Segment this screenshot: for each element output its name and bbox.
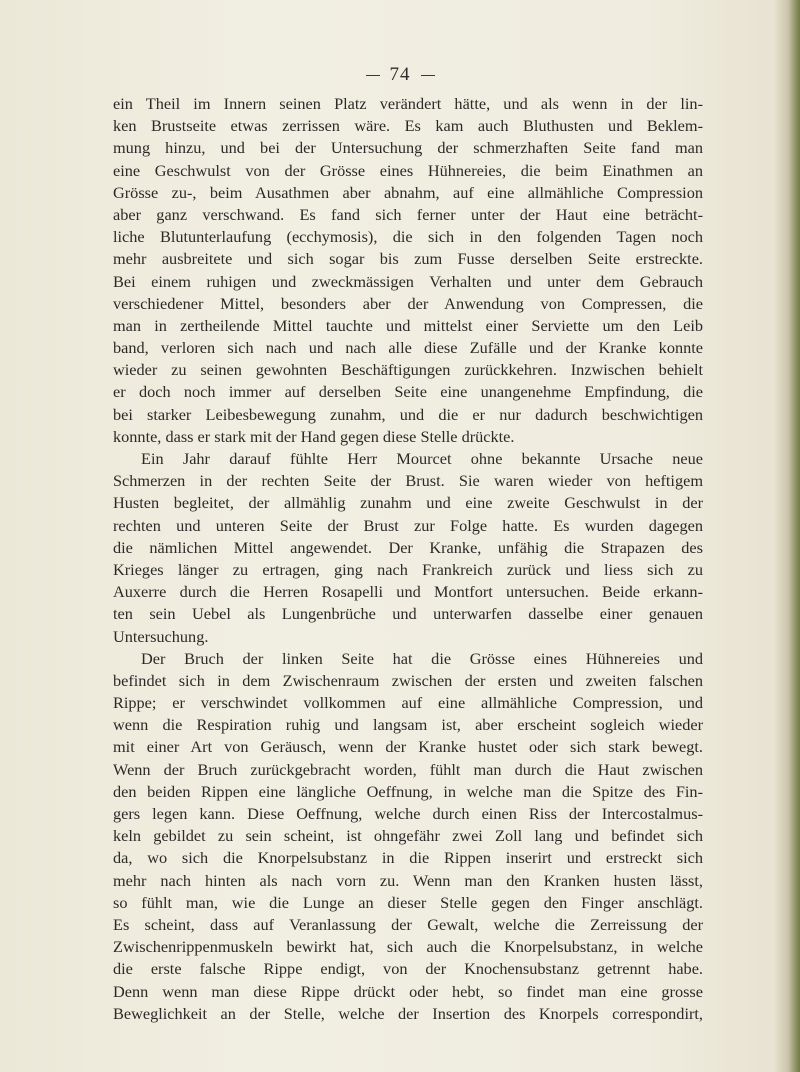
text-line: Untersuchung. (113, 626, 209, 646)
text-line: befindet sich in dem Zwischenraum zwischen der ersten und zweiten falschen (113, 670, 703, 690)
text-line: Rippe; er verschwindet vollkommen auf eine allmähliche Compression, und (113, 693, 703, 713)
text-line: band, verloren sich nach und nach alle diese Zufälle und der Kranke konnte (113, 338, 703, 358)
text-line: Bei einem ruhigen und zweckmässigen Verhalten und unter dem Gebrauch (113, 271, 703, 291)
text-line: Grösse zu-, beim Ausathmen aber abnahm, auf eine allmähliche Compression (113, 182, 703, 202)
text-line: so fühlt man, wie die Lunge an dieser Stelle gegen den Finger anschlägt. (113, 892, 703, 912)
text-line: rechten und unteren Seite der Brust zur Folge hatte. Es wurden dagegen (113, 515, 703, 535)
text-line: Der Bruch der linken Seite hat die Grösse eines Hühnereies und (141, 648, 703, 668)
text-line: eine Geschwulst von der Grösse eines Hühnereies, die beim Einathmen an (113, 160, 703, 180)
text-line: keln gebildet zu sein scheint, ist ohngefähr zwei Zoll lang und befindet sich (113, 826, 703, 846)
text-line: mit einer Art von Geräusch, wenn der Kranke hustet oder sich stark bewegt. (113, 737, 703, 757)
text-line: man in zertheilende Mittel tauchte und mittelst einer Serviette um den Leib (113, 315, 703, 335)
text-line: bei starker Leibesbewegung zunahm, und die er nur dadurch beschwichtigen (113, 404, 703, 424)
text-line: Es scheint, dass auf Veranlassung der Gewalt, welche die Zerreissung der (113, 914, 703, 934)
text-line: die nämlichen Mittel angewendet. Der Kranke, unfähig die Strapazen des (113, 537, 703, 557)
text-line: Beweglichkeit an der Stelle, welche der Insertion des Knorpels correspondirt, (113, 1003, 703, 1023)
page-edge-shadow (774, 0, 800, 1072)
text-line: aber ganz verschwand. Es fand sich ferner unter der Haut eine beträcht- (113, 204, 703, 224)
text-line: die erste falsche Rippe endigt, von der Knochensubstanz getrennt habe. (113, 959, 703, 979)
text-line: da, wo sich die Knorpelsubstanz in die Rippen inserirt und erstreckt sich (113, 848, 703, 868)
text-line: konnte, dass er stark mit der Hand gegen diese Stelle drückte. (113, 426, 515, 446)
page-number-dash-right (421, 75, 435, 76)
text-line: wenn die Respiration ruhig und langsam ist, aber erscheint sogleich wieder (113, 715, 703, 735)
text-line: liche Blutunterlaufung (ecchymosis), die sich in den folgenden Tagen noch (113, 227, 703, 247)
text-line: Ein Jahr darauf fühlte Herr Mourcet ohne bekannte Ursache neue (141, 449, 703, 468)
text-line: Auxerre durch die Herren Rosapelli und Montfort untersuchen. Beide erkann- (113, 582, 703, 602)
text-line: Denn wenn man diese Rippe drückt oder hebt, so findet man eine grosse (113, 981, 703, 1001)
text-line: Zwischenrippenmuskeln bewirkt hat, sich auch die Knorpelsubstanz, in welche (113, 937, 703, 957)
text-line: den beiden Rippen eine längliche Oeffnung, in welche man die Spitze des Fin- (113, 781, 703, 801)
text-line: mehr ausbreitete und sich sogar bis zum Fusse derselben Seite erstreckte. (113, 249, 703, 269)
text-line: ken Brustseite etwas zerrissen wäre. Es kam auch Bluthusten und Beklem- (113, 116, 703, 136)
page-number-value: 74 (389, 64, 411, 85)
text-line: ein Theil im Innern seinen Platz verändert hätte, und als wenn in der lin- (113, 94, 703, 113)
text-line: Schmerzen in der rechten Seite der Brust. Sie waren wieder von heftigem (113, 471, 703, 491)
text-line: Husten begleitet, der allmählig zunahm und eine zweite Geschwulst in der (113, 493, 703, 513)
text-line: Krieges länger zu ertragen, ging nach Frankreich zurück und liess sich zu (113, 559, 703, 579)
text-line: mehr nach hinten als nach vorn zu. Wenn man den Kranken husten lässt, (113, 870, 703, 890)
text-line: verschiedener Mittel, besonders aber der Anwendung von Compressen, die (113, 293, 703, 313)
text-line: wieder zu seinen gewohnten Beschäftigungen zurückkehren. Inzwischen behielt (113, 360, 703, 380)
text-line: mung hinzu, und bei der Untersuchung der schmerzhaften Seite fand man (113, 138, 703, 158)
page-number (0, 64, 800, 86)
text-line: gers legen kann. Diese Oeffnung, welche durch einen Riss der Intercostalmus- (113, 804, 703, 823)
text-line: Wenn der Bruch zurückgebracht worden, fühlt man durch die Haut zwischen (113, 759, 703, 779)
page-number-dash-left (366, 75, 380, 76)
body-text (113, 93, 703, 1025)
text-line: ten sein Uebel als Lungenbrüche und unterwarfen dasselbe einer genauen (113, 604, 703, 624)
text-line: er doch noch immer auf derselben Seite eine unangenehme Empfindung, die (113, 382, 703, 402)
